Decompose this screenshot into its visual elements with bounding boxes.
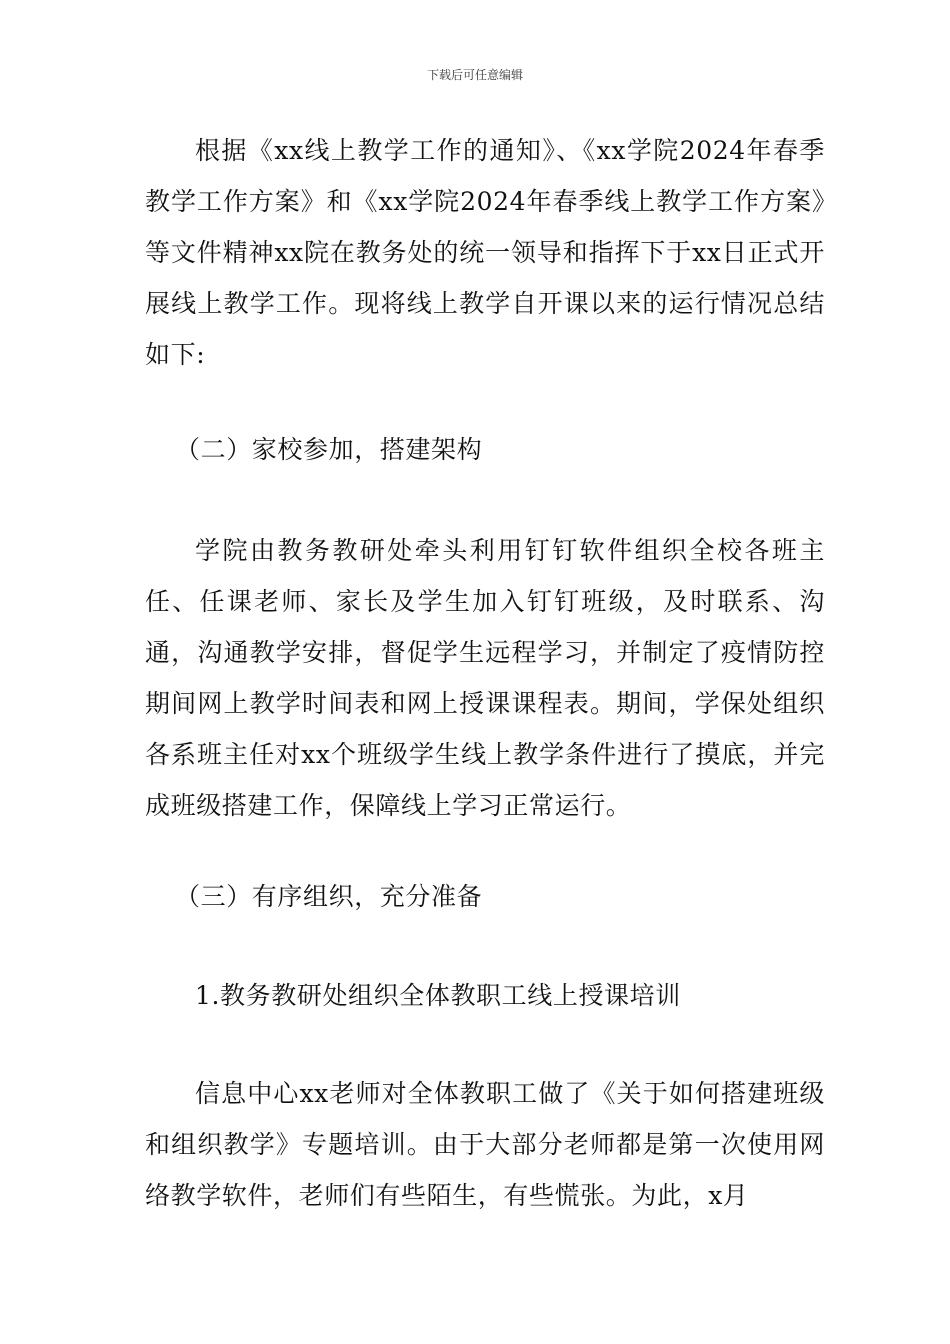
intro-paragraph: 根据《xx线上教学工作的通知》、《xx学院2024年春季教学工作方案》和《xx学院2024年春季线上教学工作方案》等文件精神xx院在教务处的统一领导和指挥下于xx日正式开展线上教学工作。现将线上教学自开课以来的运行情况总结如下: (145, 136, 825, 369)
item-1-paragraph: 信息中心xx老师对全体教职工做了《关于如何搭建班级和组织教学》专题培训。由于大部分老师都是第一次使用网络教学软件，老师们有些陌生，有些慌张。为此，x月 (145, 1079, 825, 1210)
item-1-heading: 1.教务教研处组织全体教职工线上授课培训 (195, 981, 681, 1010)
section-2-paragraph: 学院由教务教研处牵头利用钉钉软件组织全校各班主任、任课老师、家长及学生加入钉钉班级，及时联系、沟通，沟通教学安排，督促学生远程学习，并制定了疫情防控期间网上教学时间表和网上授课课程表。期间，学保处组织各系班主任对xx个班级学生线上教学条件进行了摸底，并完成班级搭建工作，保障线上学习正常运行。 (145, 536, 825, 820)
section-2-heading: （二）家校参加，搭建架构 (175, 435, 483, 464)
section-3-heading: （三）有序组织，充分准备 (175, 882, 483, 911)
page-header-note: 下载后可任意编辑 (426, 68, 523, 82)
